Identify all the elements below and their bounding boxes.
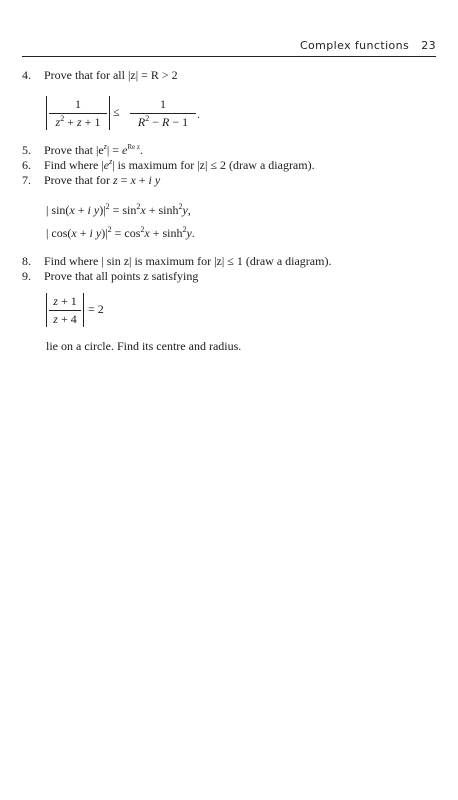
exercise-number: 6. [22, 158, 31, 172]
period: . [197, 107, 200, 121]
exercise-5: 5. Prove that $|e^z| = e^{Re z}$. [22, 142, 143, 157]
running-title: Complex functions [299, 39, 410, 52]
fraction-lhs [49, 97, 107, 130]
numerator: z + 1 [53, 294, 77, 308]
fraction-bar [49, 310, 81, 311]
numerator: 1 [75, 97, 81, 111]
denominator: $z^2 + z + 1$ [55, 114, 101, 129]
exercise-9 [22, 269, 198, 283]
numerator: 1 [160, 97, 166, 111]
fraction-bar [49, 113, 107, 114]
header-rule [22, 56, 436, 57]
exercise-7: 7. Prove that for z = x + i y [22, 173, 161, 187]
exercise-text: Find where | sin z| is maximum for |z| ≤ 1 (draw a diagram). [44, 254, 332, 268]
exercise-number: 8. [22, 254, 31, 268]
equation-sin: | sin(x + i $y)|^2 = \sin^2x + \sinh^2y$, [46, 202, 191, 217]
exercise-text: Prove that for [44, 173, 110, 187]
fraction-rhs [130, 97, 196, 130]
exercise-number: 9. [22, 269, 31, 283]
exercise-text: is maximum for |z| ≤ 2 (draw a diagram). [117, 158, 315, 172]
exercise-8 [22, 254, 331, 268]
fraction-bar [130, 113, 196, 114]
exercise-4 [22, 68, 178, 82]
exercise-text: Prove that |e [44, 143, 104, 157]
exercise-number: 4. [22, 68, 31, 82]
re-exponent: Re z [127, 143, 140, 151]
denominator: z + 4 [53, 312, 77, 326]
page-number: 23 [421, 39, 436, 52]
exercise-number: 5. [22, 143, 31, 157]
exercise-6: 6. Find where $|e^z|$ is maximum for |z| ≤ 2 (draw a diagram). [22, 157, 315, 172]
equals-two: = 2 [88, 302, 104, 316]
exercise-9-conclusion: lie on a circle. Find its centre and radius. [46, 339, 242, 353]
less-equal-sign: ≤ [113, 105, 120, 119]
fraction-circle [49, 294, 81, 327]
denominator: $R^2 - R - 1$ [137, 114, 189, 129]
exercise-text: Prove that all points z satisfying [44, 269, 199, 283]
exercise-number: 7. [22, 173, 31, 187]
running-head [300, 39, 436, 52]
equation-cos: | cos(x + i $y)|^2 = \cos^2x + \sinh^2y$. [46, 225, 195, 240]
exercise-text: Prove that for all |z| = R > 2 [44, 68, 178, 82]
